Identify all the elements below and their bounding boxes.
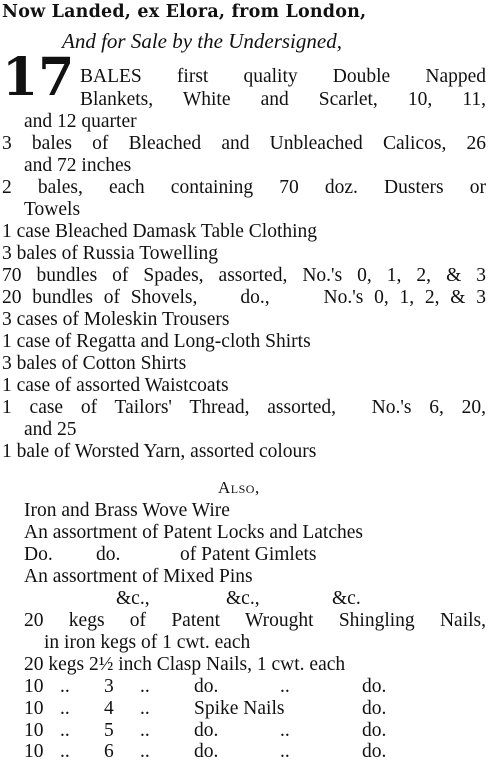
nail-sep: .. [140, 720, 150, 741]
damask-line: 1 case Bleached Damask Table Clothing [2, 221, 318, 242]
shingling-line-2: in iron kegs of 1 cwt. each [44, 632, 251, 653]
etc-2: &c., [226, 588, 260, 609]
nail-sep: .. [280, 720, 290, 741]
dusters-line-1: 2 bales, each containing 70 doz. Dusters or [2, 177, 486, 198]
dusters-line-2: Towels [24, 199, 81, 220]
subheadline: And for Sale by the Undersigned, [62, 29, 342, 53]
nail-sep: .. [60, 676, 70, 697]
nail-unit: do. [362, 741, 387, 762]
nail-sep: .. [60, 741, 70, 762]
blankets-line-1: BALES first quality Double Napped [80, 66, 486, 87]
calicos-line-2: and 72 inches [24, 155, 132, 176]
nail-desc: do. [194, 741, 219, 762]
headline: Now Landed, ex Elora, from London, [2, 2, 367, 22]
nail-size: 3 [104, 676, 114, 697]
blankets-line-2: Blankets, White and Scarlet, 10, 11, [80, 89, 486, 110]
nail-sep: .. [280, 741, 290, 762]
etc-1: &c., [116, 588, 150, 609]
pins-line: An assortment of Mixed Pins [24, 566, 253, 587]
nail-sep: .. [60, 698, 70, 719]
gimlets-ditto: Do. [24, 544, 53, 565]
blankets-line-3: and 12 quarter [24, 111, 137, 132]
nail-desc: do. [194, 720, 219, 741]
moleskin-line: 3 cases of Moleskin Trousers [2, 309, 230, 330]
locks-line: An assortment of Patent Locks and Latches [24, 522, 363, 543]
also-heading: Also, [218, 478, 260, 497]
nail-qty: 10 [24, 741, 44, 762]
gimlets-line: of Patent Gimlets [180, 544, 317, 565]
cotton-shirts-line: 3 bales of Cotton Shirts [2, 353, 187, 374]
nail-qty: 10 [24, 720, 44, 741]
towelling-line: 3 bales of Russia Towelling [2, 243, 219, 264]
thread-line-1: 1 case of Tailors' Thread, assorted, No.'s 6, 20, [2, 397, 486, 418]
spades-line: 70 bundles of Spades, assorted, No.'s 0, 1, 2, & 3 [2, 265, 486, 286]
wire-line: Iron and Brass Wove Wire [24, 500, 230, 521]
nail-sep: .. [140, 741, 150, 762]
etc-3: &c. [332, 588, 361, 609]
waistcoats-line: 1 case of assorted Waistcoats [2, 375, 229, 396]
nail-desc: Spike Nails [194, 698, 285, 719]
nail-unit: do. [362, 698, 387, 719]
nail-sep: .. [60, 720, 70, 741]
clasp-nails-line: 20 kegs 2½ inch Clasp Nails, 1 cwt. each [24, 654, 346, 675]
nail-unit: do. [362, 676, 387, 697]
nail-size: 5 [104, 720, 114, 741]
nail-desc: do. [194, 676, 219, 697]
nail-sep: .. [140, 698, 150, 719]
nail-sep: .. [280, 676, 290, 697]
shovels-line: 20 bundles of Shovels, do., No.'s 0, 1, 2, & 3 [2, 287, 486, 308]
nail-qty: 10 [24, 698, 44, 719]
nail-unit: do. [362, 720, 387, 741]
thread-line-2: and 25 [24, 419, 77, 440]
regatta-line: 1 case of Regatta and Long-cloth Shirts [2, 331, 311, 352]
nail-size: 6 [104, 741, 114, 762]
calicos-line-1: 3 bales of Bleached and Unbleached Calicos, 26 [2, 133, 486, 154]
shingling-line-1: 20 kegs of Patent Wrought Shingling Nails, [24, 610, 486, 631]
yarn-line: 1 bale of Worsted Yarn, assorted colours [2, 441, 317, 462]
nail-qty: 10 [24, 676, 44, 697]
large-count-numeral: 17 [2, 47, 75, 108]
gimlets-ditto-2: do. [96, 544, 121, 565]
nail-size: 4 [104, 698, 114, 719]
nail-sep: .. [140, 676, 150, 697]
